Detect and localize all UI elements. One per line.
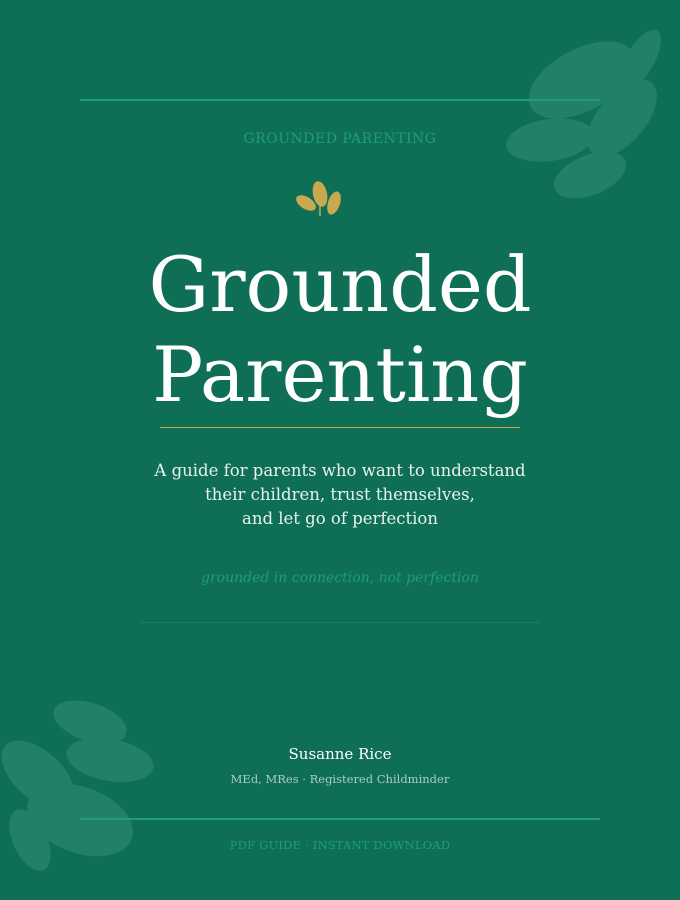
footer-label: PDF GUIDE · INSTANT DOWNLOAD — [229, 838, 451, 852]
author-name: Susanne Rice — [288, 745, 392, 763]
title-line-1: Grounded — [148, 240, 532, 329]
subtitle-line-3: and let go of perfection — [241, 509, 438, 528]
book-subtitle — [0, 459, 680, 531]
divider — [140, 622, 540, 623]
sprout-icon — [290, 176, 350, 220]
title-underline — [160, 427, 520, 428]
series-label: GROUNDED PARENTING — [243, 131, 437, 147]
book-title — [0, 240, 680, 420]
leaf-cluster-top-right-icon — [504, 24, 670, 208]
subtitle-line-2: their children, trust themselves, — [205, 485, 475, 504]
tagline: grounded in connection, not perfection — [201, 570, 479, 586]
author-credentials: MEd, MRes · Registered Childminder — [230, 772, 450, 786]
subtitle-line-1: A guide for parents who want to understand — [154, 461, 526, 480]
bottom-rule — [80, 818, 600, 820]
top-rule — [80, 99, 600, 101]
title-line-2: Parenting — [152, 330, 528, 419]
